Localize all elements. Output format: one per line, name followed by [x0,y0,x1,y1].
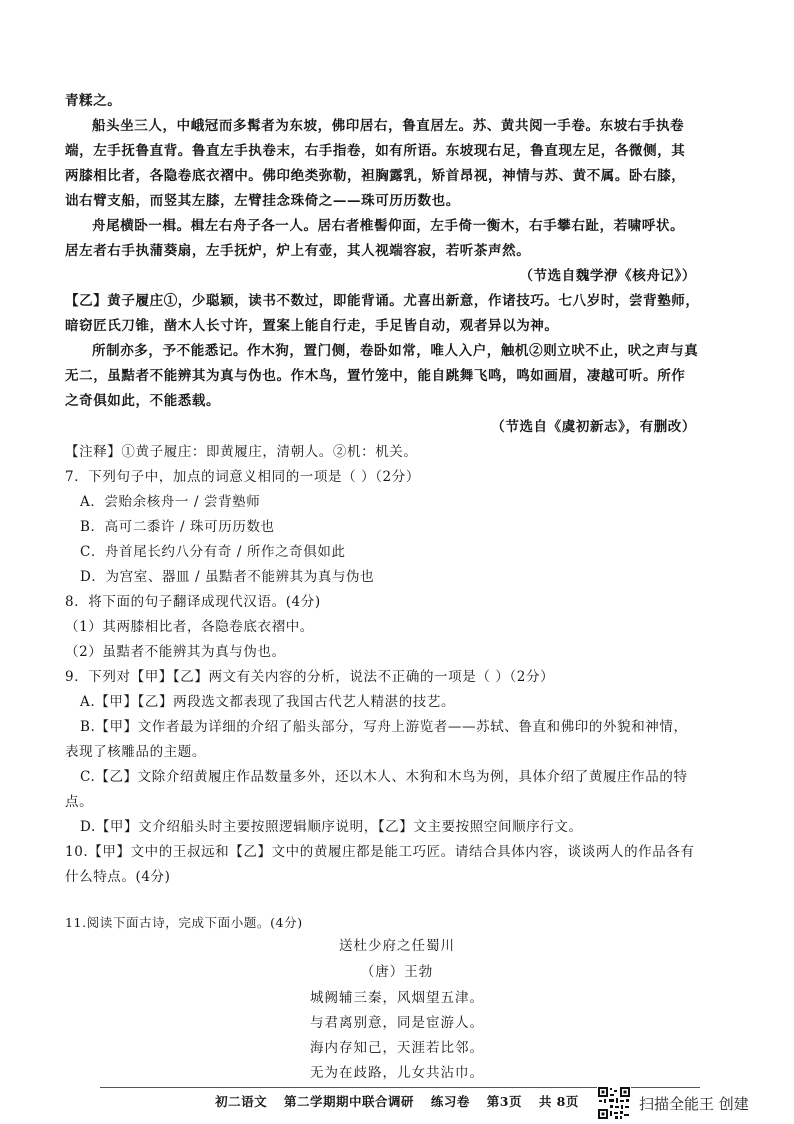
passage-jia-line: 诎右臂支船，而竖其左膝，左臂挂念珠倚之——珠可历历数也。 [65,193,460,209]
passage-jia-source: （节选自魏学洢《核舟记》） [519,268,696,284]
q8-item-1: （1）其两膝相比者，各隐卷底衣褶中。 [65,619,314,635]
poem-line: 城阙辅三秦，风烟望五津。 [310,990,484,1006]
notes: 【注释】①黄子履庄：即黄履庄，清朝人。②机：机关。 [65,444,418,460]
passage-jia-line: 端，左手抚鲁直背。鲁直左手执卷末，右手指卷，如有所语。东坡现右足，鲁直现左足，各微侧，其 [65,143,686,159]
poem-author: （唐）王勃 [360,964,434,980]
passage-yi-line: 所制亦多，予不能悉记。作木狗，置门侧，卷卧如常，唯人入户，触机②则立吠不止，吠之声与真 [92,343,699,359]
footer-total: 共 8页 [538,1094,579,1109]
passage-jia-line: 两膝相比者，各隐卷底衣褶中。佛印绝类弥勒，袒胸露乳，矫首昂视，神情与苏、黄不属。卧右膝， [65,168,686,184]
poem-line: 无为在歧路，儿女共沾巾。 [310,1065,484,1081]
q9-option-c-cont: 点。 [65,794,94,810]
passage-yi-source: （节选自《虞初新志》，有删改） [491,419,696,435]
passage-jia-line: 青糅之。 [65,93,122,109]
q10-line: 什么特点。(4分) [65,869,171,885]
passage-yi-line: 无二，虽黠者不能辨其为真与伪也。作木鸟，置竹笼中，能自跳舞飞鸣，鸣如画眉，凄越可听。所作 [65,368,686,384]
watermark-text: 扫描全能王 创建 [639,1094,749,1113]
q9-option-b: B.【甲】文作者最为详细的介绍了船头部分，写舟上游览者——苏轼、鲁直和佛印的外貌和神情， [80,719,688,735]
q8-item-2: （2）虽黠者不能辨其为真与伪也。 [65,644,286,660]
q9-option-a: A.【甲】【乙】两段选文都表现了我国古代艺人精湛的技艺。 [80,694,456,710]
poem-line: 海内存知己，天涯若比邻。 [310,1040,484,1056]
passage-yi-line: 之奇俱如此，不能悉载。 [65,393,221,409]
footer-exam: 第二学期期中联合调研 [284,1094,415,1109]
passage-yi-line: 暗窃匠氏刀锥，凿木人长寸许，置案上能自行走，手足皆自动，观者异以为神。 [65,318,559,334]
q10-line: 10.【甲】文中的王叔远和【乙】文中的黄履庄都是能工巧匠。请结合具体内容，谈谈两人的作品各有 [65,844,695,860]
q7-option-a: A．尝贻余核舟一 / 尝背塾师 [80,494,261,510]
q9-option-c: C.【乙】文除介绍黄履庄作品数量多外，还以木人、木狗和木鸟为例，具体介绍了黄履庄作品的特 [80,769,688,785]
q9-option-d: D.【甲】文介绍船头时主要按照逻辑顺序说明，【乙】文主要按照空间顺序行文。 [80,819,583,835]
q7-option-d: D．为宫室、器皿 / 虽黠者不能辨其为真与伪也 [80,569,375,585]
qr-code-icon [597,1086,631,1120]
footer-subject: 初二语文 [215,1094,268,1109]
footer-type: 练习卷 [430,1094,470,1109]
poem-line: 与君离别意，同是宦游人。 [310,1015,484,1031]
q11-stem: 11.阅读下面古诗，完成下面小题。(4分) [65,915,303,930]
q7-option-c: C．舟首尾长约八分有奇 / 所作之奇俱如此 [80,544,346,560]
poem-title: 送杜少府之任蜀川 [339,938,455,954]
passage-yi-line: 【乙】黄子履庄①，少聪颖，读书不数过，即能背诵。尤喜出新意，作诸技巧。七八岁时，尝背塾师， [65,293,700,309]
scanner-watermark [597,1086,749,1120]
q9-option-b-cont: 表现了核雕品的主题。 [65,744,206,760]
q7-option-b: B．高可二黍许 / 珠可历历数也 [80,519,275,535]
footer-page: 第3页 [486,1094,522,1109]
q7-stem: 7．下列句子中，加点的词意义相同的一项是（ ）（2分） [65,469,420,485]
q9-stem: 9．下列对【甲】【乙】两文有关内容的分析，说法不正确的一项是（ ）（2分） [65,669,555,685]
passage-jia-line: 船头坐三人，中峨冠而多髯者为东坡，佛印居右，鲁直居左。苏、黄共阅一手卷。东坡右手执卷 [92,118,685,134]
passage-jia-line: 舟尾横卧一楫。楫左右舟子各一人。居右者椎髻仰面，左手倚一衡木，右手攀右趾，若啸呼状。 [92,218,685,234]
passage-jia-line: 居左者右手执蒲葵扇，左手抚炉，炉上有壶，其人视端容寂，若听茶声然。 [65,243,531,259]
q8-stem: 8．将下面的句子翻译成现代汉语。(4分) [65,594,321,610]
